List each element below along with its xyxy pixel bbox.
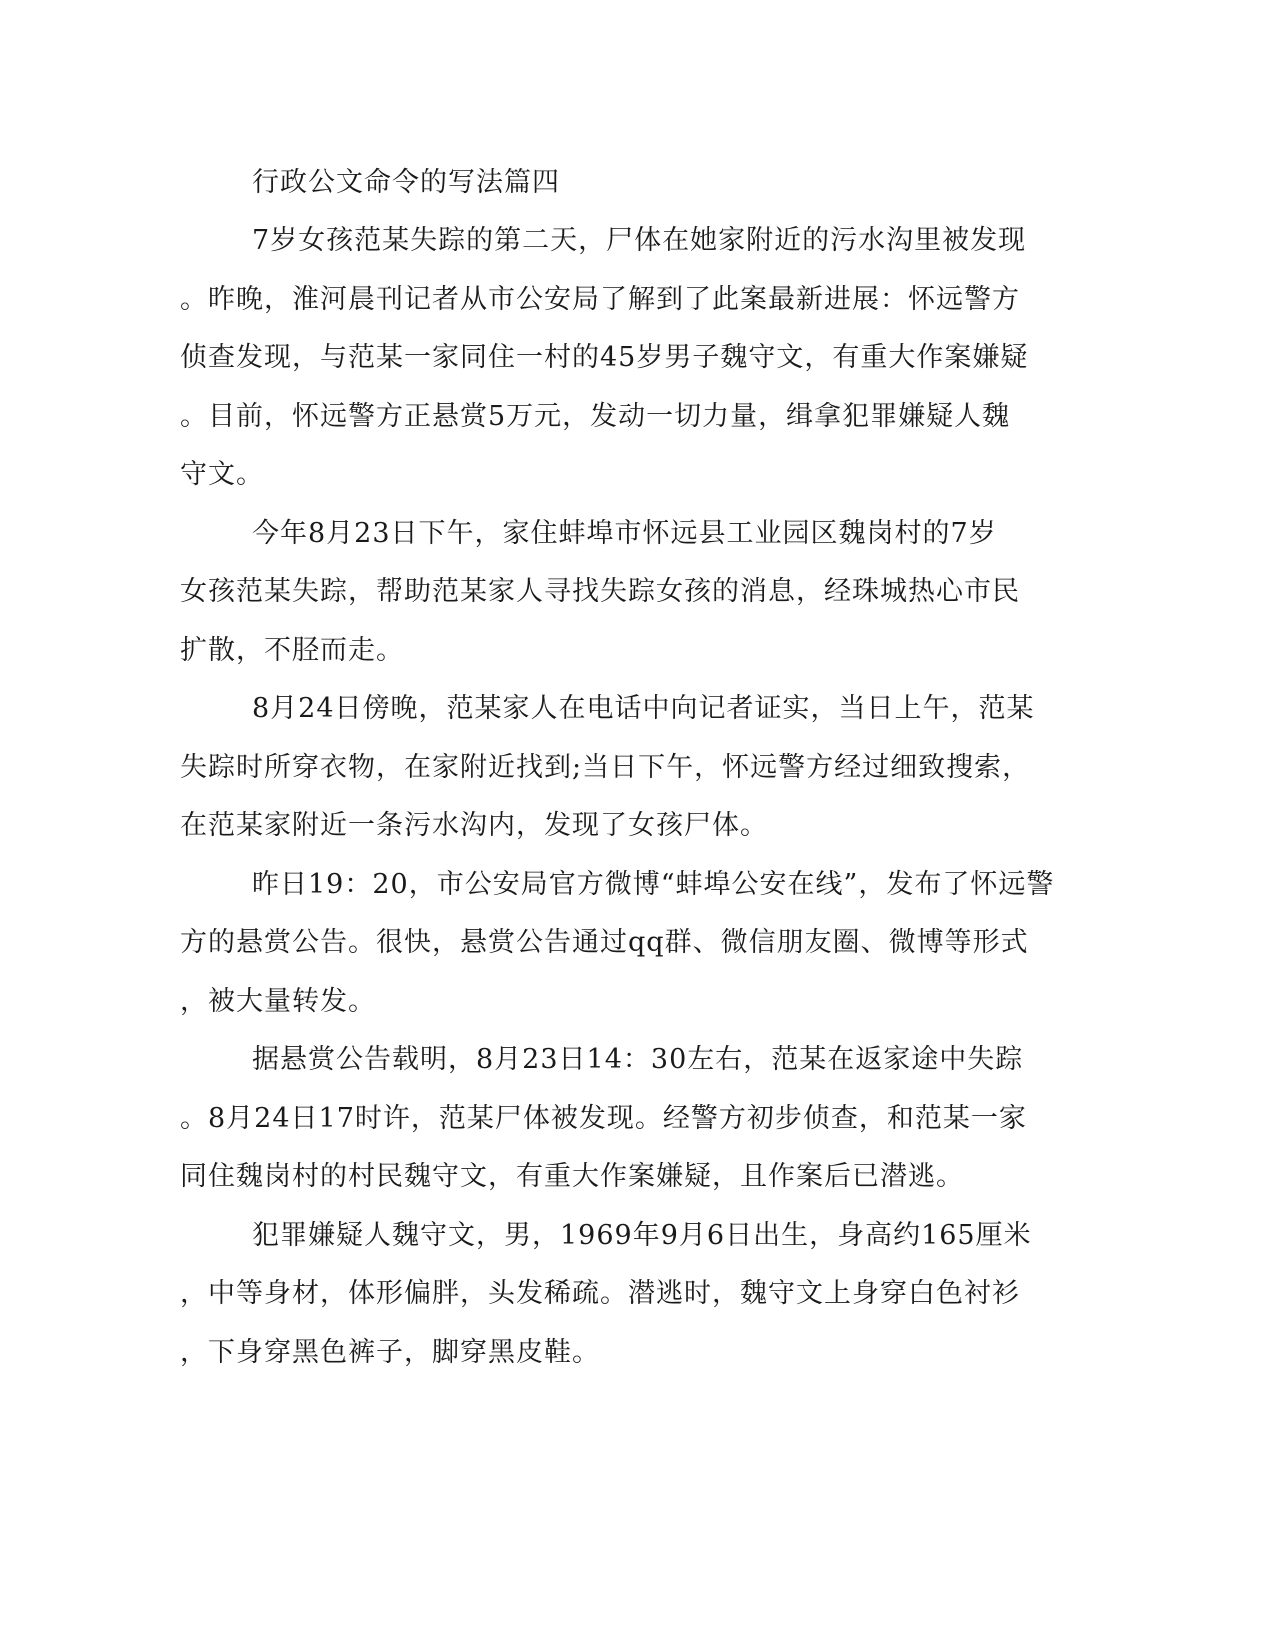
- paragraph-line: 犯罪嫌疑人魏守文，男，1969年9月6日出生，身高约165厘米: [252, 1220, 1032, 1251]
- paragraph-line: 8月24日傍晚，范某家人在电话中向记者证实，当日上午，范某: [252, 693, 1035, 724]
- paragraph-line: 7岁女孩范某失踪的第二天，尸体在她家附近的污水沟里被发现: [252, 225, 1027, 256]
- paragraph-line: 女孩范某失踪，帮助范某家人寻找失踪女孩的消息，经珠城热心市民: [180, 576, 1020, 607]
- paragraph-line: ，中等身材，体形偏胖，头发稀疏。潜逃时，魏守文上身穿白色衬衫: [180, 1278, 1020, 1309]
- paragraph-line: 。昨晚，淮河晨刊记者从市公安局了解到了此案最新进展：怀远警方: [180, 284, 1020, 315]
- paragraph-line: 。8月24日17时许，范某尸体被发现。经警方初步侦查，和范某一家: [180, 1103, 1027, 1134]
- paragraph-line: 昨日19：20，市公安局官方微博“蚌埠公安在线”，发布了怀远警: [252, 869, 1055, 900]
- paragraph-line: 同住魏岗村的村民魏守文，有重大作案嫌疑，且作案后已潜逃。: [180, 1161, 964, 1192]
- document-heading: 行政公文命令的写法篇四: [252, 167, 560, 198]
- paragraph-line: ，下身穿黑色裤子，脚穿黑皮鞋。: [180, 1337, 600, 1368]
- paragraph-line: 扩散，不胫而走。: [180, 635, 404, 666]
- paragraph-line: 侦查发现，与范某一家同住一村的45岁男子魏守文，有重大作案嫌疑: [180, 342, 1029, 373]
- paragraph-line: 守文。: [180, 459, 264, 490]
- paragraph-line: ，被大量转发。: [180, 986, 376, 1017]
- paragraph-line: 今年8月23日下午，家住蚌埠市怀远县工业园区魏岗村的7岁: [252, 518, 997, 549]
- paragraph-line: 据悬赏公告载明，8月23日14：30左右，范某在返家途中失踪: [252, 1044, 1024, 1075]
- paragraph-line: 在范某家附近一条污水沟内，发现了女孩尸体。: [180, 810, 768, 841]
- paragraph-line: 。目前，怀远警方正悬赏5万元，发动一切力量，缉拿犯罪嫌疑人魏: [180, 401, 1011, 432]
- paragraph-line: 方的悬赏公告。很快，悬赏公告通过qq群、微信朋友圈、微博等形式: [180, 927, 1029, 958]
- paragraph-line: 失踪时所穿衣物，在家附近找到;当日下午，怀远警方经过细致搜索，: [180, 752, 1031, 783]
